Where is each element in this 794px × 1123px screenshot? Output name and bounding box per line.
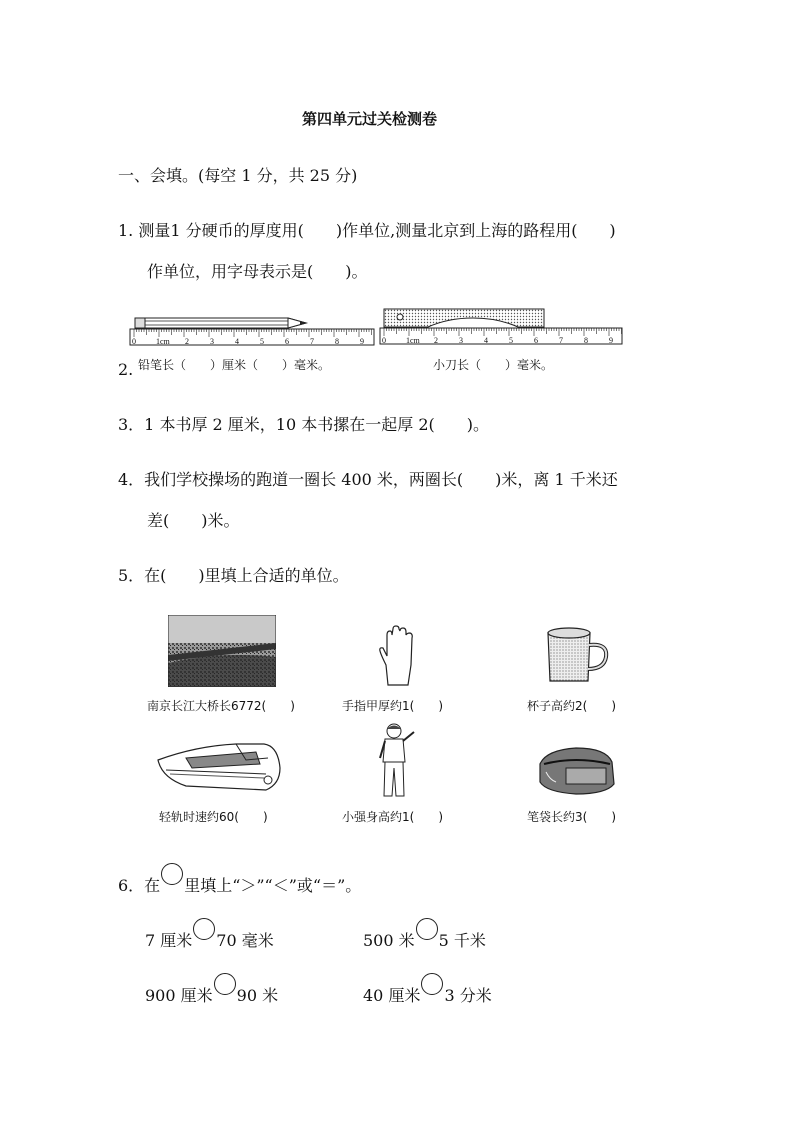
ruler-label: 4 <box>235 337 239 346</box>
question-6 <box>118 863 361 896</box>
ruler-label: 0 <box>382 336 386 345</box>
compare-row <box>363 973 492 1006</box>
ruler-label: 4 <box>484 336 488 345</box>
ruler-label: 9 <box>609 336 613 345</box>
ruler-label: 0 <box>132 337 136 346</box>
answer-circle-icon[interactable] <box>193 918 215 940</box>
knife-caption: 小刀长（ ）毫米。 <box>433 358 554 372</box>
ruler-label: 6 <box>285 337 289 346</box>
caption-cup: 杯子高约2( ) <box>527 699 616 713</box>
compare-row <box>145 973 278 1006</box>
compare-right: 5 千米 <box>438 931 486 950</box>
ruler-label: 3 <box>459 336 463 345</box>
train-image <box>156 738 282 796</box>
compare-left: 40 厘米 <box>363 986 421 1005</box>
compare-left: 900 厘米 <box>145 986 213 1005</box>
ruler-label: 8 <box>584 336 588 345</box>
compare-left: 500 米 <box>363 931 415 950</box>
ruler-label: 8 <box>335 337 339 346</box>
bridge-image <box>168 615 276 687</box>
hand-image <box>378 625 418 687</box>
question-6-prefix: 6．在 <box>118 876 161 895</box>
ruler-label: 1cm <box>156 337 170 346</box>
caption-train: 轻轨时速约60( ) <box>159 810 268 824</box>
caption-bridge: 南京长江大桥长6772( ) <box>147 699 295 713</box>
ruler-label: 6 <box>534 336 538 345</box>
caption-pencil-case: 笔袋长约3( ) <box>527 810 616 824</box>
ruler-label: 7 <box>559 336 563 345</box>
question-4-line-1: 4．我们学校操场的跑道一圈长 400 米，两圈长( )米，离 1 千米还 <box>118 470 618 489</box>
question-2-number: 2. <box>118 360 134 379</box>
question-1-line-2: 作单位，用字母表示是( )。 <box>147 262 368 281</box>
ruler-label: 5 <box>509 336 513 345</box>
question-6-suffix: 里填上“＞”“＜”或“＝”。 <box>184 876 362 895</box>
answer-circle-icon[interactable] <box>421 973 443 995</box>
question-4-line-2: 差( )米。 <box>147 511 240 530</box>
answer-circle-icon[interactable] <box>416 918 438 940</box>
caption-boy: 小强身高约1( ) <box>342 810 443 824</box>
ruler-label: 2 <box>185 337 189 346</box>
boy-image <box>374 722 422 800</box>
section-heading: 一、会填。(每空 1 分，共 25 分) <box>118 166 358 185</box>
caption-fingernail: 手指甲厚约1( ) <box>342 699 443 713</box>
ruler-label: 5 <box>260 337 264 346</box>
compare-left: 7 厘米 <box>145 931 193 950</box>
pencil-caption: 铅笔长（ ）厘米（ ）毫米。 <box>138 358 331 372</box>
compare-row <box>363 918 486 951</box>
pencil-ruler-figure <box>128 308 378 348</box>
ruler-label: 1cm <box>406 336 420 345</box>
knife-ruler-figure <box>378 306 628 348</box>
pencil-case-image <box>536 742 618 796</box>
compare-right: 90 米 <box>236 986 279 1005</box>
compare-right: 3 分米 <box>444 986 492 1005</box>
question-3: 3．1 本书厚 2 厘米，10 本书摞在一起厚 2( )。 <box>118 415 489 434</box>
ruler-label: 9 <box>360 337 364 346</box>
compare-right: 70 毫米 <box>216 931 274 950</box>
answer-circle-icon <box>161 863 183 885</box>
cup-image <box>544 625 614 685</box>
pencil-image <box>135 318 306 328</box>
page-title: 第四单元过关检测卷 <box>302 110 438 128</box>
ruler-label: 7 <box>310 337 314 346</box>
answer-circle-icon[interactable] <box>214 973 236 995</box>
knife-image <box>384 309 544 327</box>
question-1-line-1: 1. 测量1 分硬币的厚度用( )作单位,测量北京到上海的路程用( ) <box>118 221 616 240</box>
question-5: 5．在( )里填上合适的单位。 <box>118 566 349 585</box>
compare-row <box>145 918 274 951</box>
ruler-label: 3 <box>210 337 214 346</box>
ruler-label: 2 <box>434 336 438 345</box>
